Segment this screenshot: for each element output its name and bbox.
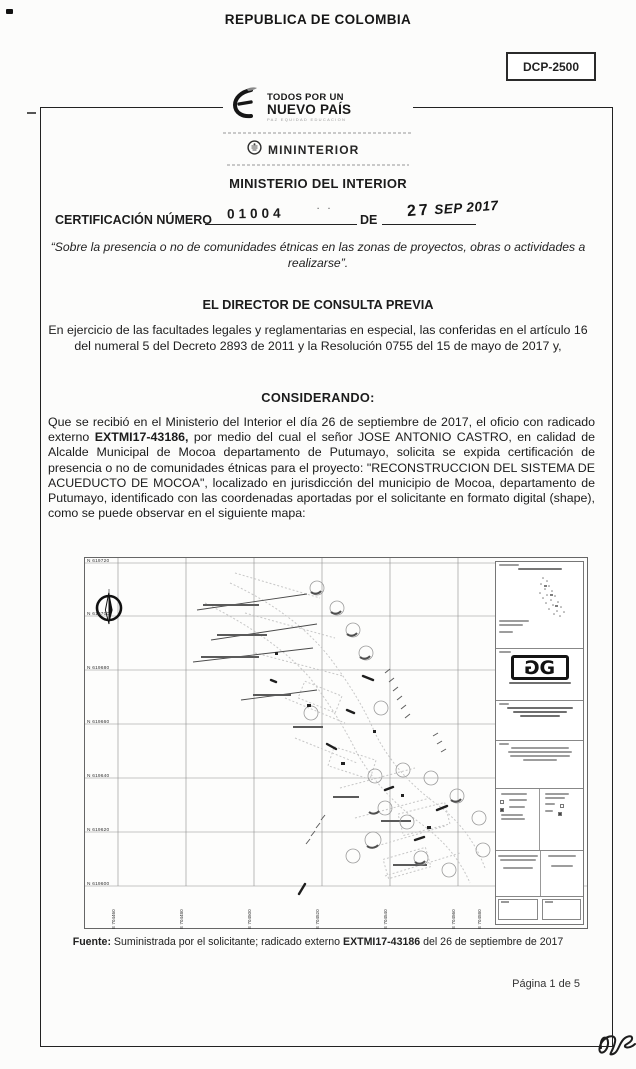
date-stamp-rest: SEP 2017 [433,197,499,218]
considerando-heading: CONSIDERANDO: [261,390,375,405]
map-n-label: N 619620 [87,828,110,833]
titleblock-firm-section [496,649,583,701]
brand-line2: NUEVO PAÍS [267,101,352,117]
project-map [84,557,588,929]
certification-number-row [55,197,595,231]
date-stamp-day: 27 [406,201,432,221]
map-e-label: E 704520 [315,909,320,929]
source-radicado: EXTMI17-43186 [343,936,421,948]
doc-code-label: DCP-2500 [522,59,580,74]
certification-number-label: CERTIFICACIÓN NÚMERO [55,213,212,227]
map-title-block [495,561,584,925]
director-title: EL DIRECTOR DE CONSULTA PREVIA [202,297,434,312]
map-e-label: E 704460 [111,909,116,929]
titleblock-location-section [496,562,583,649]
doc-code-box [506,52,596,81]
handwritten-initials [593,1022,636,1064]
north-arrow-icon [97,589,121,624]
map-e-label: E 704560 [451,909,456,929]
scan-artifact-mark [27,112,36,114]
map-n-label: N 619600 [87,882,110,887]
date-blank-line [382,224,476,225]
mininterior-wordmark: MININTERIOR [268,143,360,157]
titleblock-description-section [496,741,583,789]
brand-tagline: PAZ EQUIDAD EDUCACION [267,116,347,122]
republic-header: REPUBLICA DE COLOMBIA [224,12,412,27]
radicado-number: EXTMI17-43186, [94,430,189,445]
footer-box [498,899,538,920]
map-source-note: Fuente: Suministrada por el solicitante; radicado externo EXTMI17-43186 del 26 de septiembre de 2017 [72,936,564,948]
map-e-label: E 704500 [247,909,252,929]
brand-line1: TODOS POR UN [267,92,344,104]
map-n-label: N 619700 [87,612,110,617]
map-n-label: N 619720 [87,559,110,564]
mininterior-emblem-icon [247,140,262,160]
inset-location-map [505,572,575,618]
considerando-paragraph [48,415,595,521]
source-label: Fuente: [72,936,111,948]
logo-divider [223,132,413,134]
number-blank-line [205,224,357,225]
paragraph-text: por medio del cual el señor JOSE ANTONIO CASTRO, en calidad de Alcalde Municipal de Mocoa departamento de Putumayo, solicita se expida certificación de presencia o no de comunidades étnicas para el proyecto: "RECONSTRUCCION DEL SISTEMA DE ACUEDUCTO DE MOCOA", localizado en jurisdicción del municipio de Mocoa, departamento de Putumayo, identificado con las coordenadas aportadas por el solicitante en formato digital (shape), como se puede observar en el siguiente mapa: [48,430,595,521]
map-n-label: N 619640 [87,774,110,779]
footer-box [542,899,582,920]
map-e-label: E 704540 [383,909,388,929]
logo-divider [227,164,409,166]
paragraph-text: Que se recibió en el Ministerio del Interior el día 26 de septiembre de 2017, el oficio con radicado externo [48,415,595,445]
nuevo-pais-swoosh-icon [231,86,261,129]
certification-number-stamp: 01004 [226,205,285,222]
mininterior-logo [247,140,359,160]
nuevo-pais-brand [231,86,351,129]
page-number: Página 1 de 5 [512,978,580,990]
faculties-paragraph: En ejercicio de las facultades legales y reglamentarias en especial, las conferidas en el artículo 16 del numeral 5 del Decreto 2893 de 2011 y la Resolución 0755 del 15 de mayo de 2017 y, [48,323,588,353]
titleblock-footer-boxes [496,897,583,922]
titleblock-signatures-section [496,851,583,897]
map-e-label: E 704580 [477,909,482,929]
de-label: DE [360,213,378,227]
map-n-label: N 619680 [87,666,110,671]
ministry-title: MINISTERIO DEL INTERIOR [229,176,407,191]
gg-firm-logo: G G [511,655,569,680]
titleblock-project-section [496,701,583,741]
map-n-label: N 619660 [87,720,110,725]
map-e-label: E 704480 [179,909,184,929]
ministry-logo-block [223,84,413,170]
subject-quote: “Sobre la presencia o no de comunidades étnicas en las zonas de proyectos, obras o actividades a realizarse”. [50,240,586,270]
stamp-ink-dots: · · [317,204,334,213]
titleblock-legend-section [496,789,583,851]
